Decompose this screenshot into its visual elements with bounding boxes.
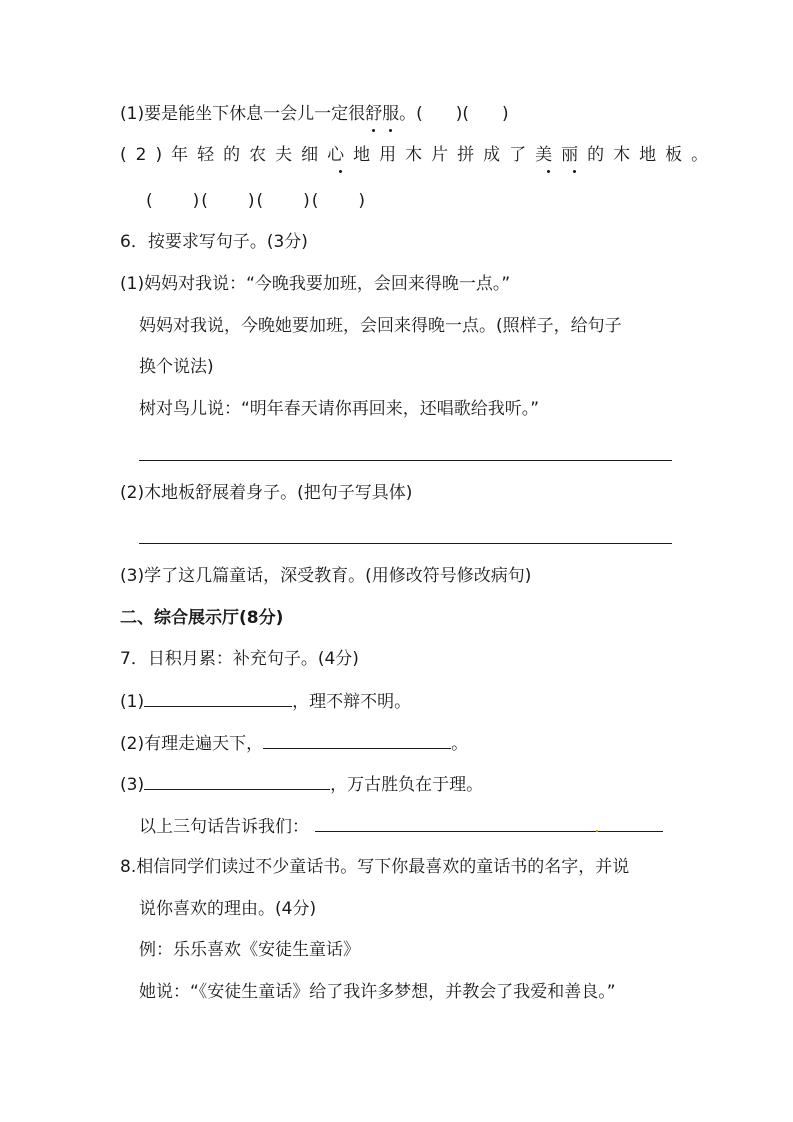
q5-item-2-text: (2)年轻的农夫细	[120, 145, 328, 165]
section-2-heading: 二、综合展示厅(8分)	[120, 608, 284, 628]
q7-summary-text: 以上三句话告诉我们：	[139, 817, 309, 837]
q5-item-1-close-bracket: )	[502, 104, 509, 124]
q7-item-1	[120, 689, 411, 714]
dotted-char: 心	[327, 145, 354, 165]
q6-heading: 6．按要求写句子。(3分)	[120, 232, 308, 252]
q7-item-2-end: 。	[451, 734, 469, 754]
q5-item-1	[120, 102, 509, 126]
q5-item-2-text-middle: 地用木片拼成了	[353, 145, 536, 165]
dotted-char: 美	[535, 145, 562, 165]
q5-item-2	[120, 143, 717, 167]
q7-item-2	[120, 731, 468, 756]
q7-heading: 7．日积月累：补充句子。(4分)	[120, 649, 359, 669]
mark-dot	[596, 830, 598, 832]
fill-blank[interactable]	[144, 689, 292, 707]
answer-line[interactable]	[139, 460, 672, 461]
q7-item-1-text: ，理不辩不明。	[292, 692, 412, 712]
fill-blank[interactable]	[144, 772, 330, 790]
q5-answer-brackets[interactable]: ( )( )( )( )	[146, 191, 368, 211]
fill-blank[interactable]	[263, 731, 451, 749]
answer-line[interactable]	[139, 543, 672, 544]
q8-example: 例：乐乐喜欢《安徒生童话》	[139, 940, 360, 960]
q6-item-1-example: (1)妈妈对我说：“今晚我要加班，会回来得晚一点。”	[120, 274, 511, 294]
dotted-char: 舒	[365, 104, 383, 124]
q6-item-3: (3)学了这几篇童话，深受教育。(用修改符号修改病句)	[120, 566, 532, 586]
q5-item-1-bracket-gap: )(	[455, 104, 469, 124]
q7-item-3-number: (3)	[120, 775, 145, 795]
q7-item-3-text: ，万古胜负在于理。	[330, 775, 484, 795]
q6-item-1-example-rewrite: 妈妈对我说，今晚她要加班，会回来得晚一点。(照样子，给句子	[139, 316, 622, 336]
q5-item-1-text: (1)要是能坐下休息一会儿一定很	[120, 104, 366, 124]
q6-item-1-sentence: 树对鸟儿说：“明年春天请你再回来，还唱歌给我听。”	[139, 399, 540, 419]
q8-heading-line-2: 说你喜欢的理由。(4分)	[139, 899, 317, 919]
q7-item-1-number: (1)	[120, 692, 145, 712]
q6-item-2: (2)木地板舒展着身子。(把句子写具体)	[120, 483, 413, 503]
q6-item-1-instruction: 换个说法)	[139, 357, 214, 377]
q8-heading-line-1: 8.相信同学们读过不少童话书。写下你最喜欢的童话书的名字，并说	[120, 857, 630, 877]
dotted-char: 服	[382, 104, 400, 124]
dotted-char: 丽	[561, 145, 588, 165]
q7-item-2-text: (2)有理走遍天下，	[120, 734, 264, 754]
fill-blank[interactable]	[315, 814, 663, 832]
q7-item-3	[120, 772, 483, 797]
q7-summary	[139, 814, 663, 839]
q5-item-2-text-end: 的木地板。	[587, 145, 718, 165]
q8-example-quote: 她说：“《安徒生童话》给了我许多梦想，并教会了我爱和善良。”	[139, 982, 616, 1002]
q5-item-1-open-bracket: 。(	[399, 104, 423, 124]
